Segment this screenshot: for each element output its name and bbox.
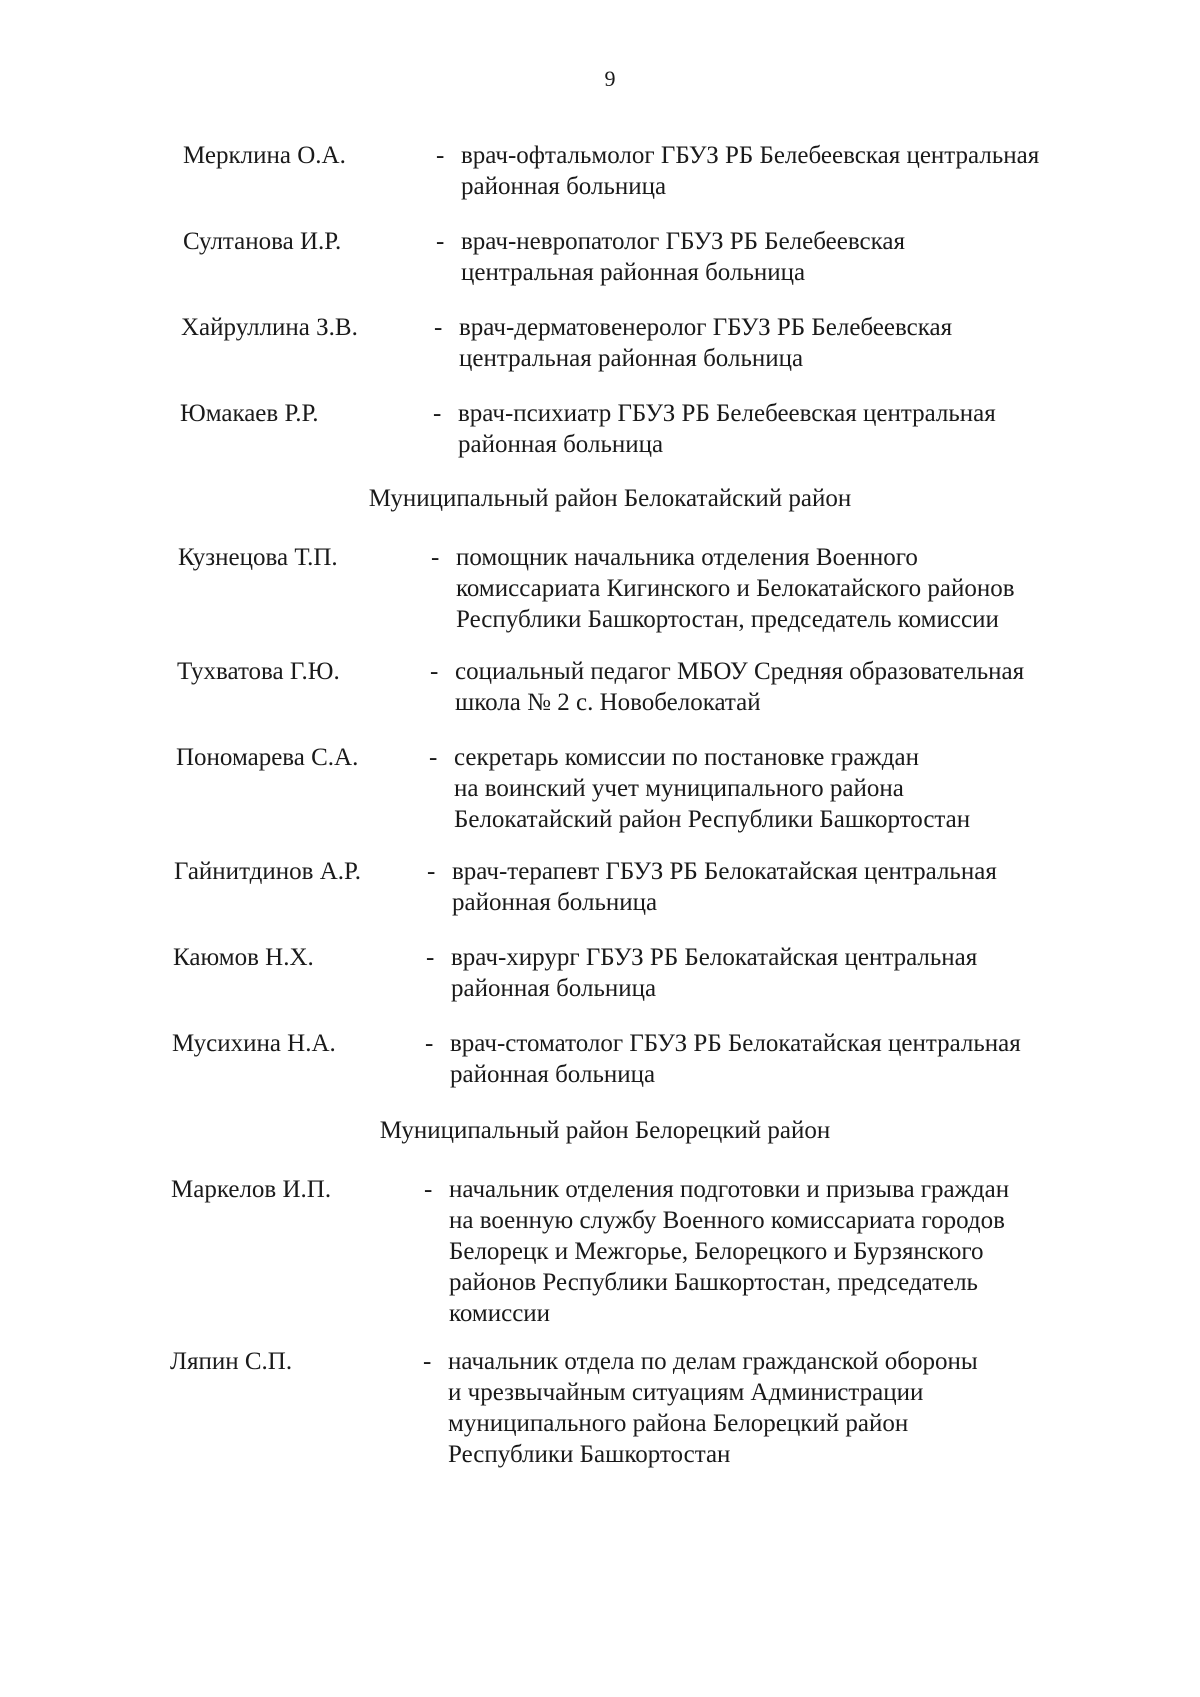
member-name: Тухватова Г.Ю. bbox=[177, 658, 340, 685]
member-name: Мусихина Н.А. bbox=[172, 1030, 336, 1057]
member-entry bbox=[181, 312, 1061, 374]
member-entry bbox=[174, 856, 1064, 918]
entry-dash: - bbox=[433, 400, 442, 427]
member-position: врач-терапевт ГБУЗ РБ Белокатайская центральная районная больница bbox=[452, 858, 997, 916]
member-name: Пономарева С.А. bbox=[176, 744, 359, 771]
member-entry bbox=[177, 656, 1067, 718]
entry-dash: - bbox=[431, 544, 440, 571]
member-entry bbox=[172, 1028, 1062, 1090]
member-position: начальник отдела по делам гражданской обороны и чрезвычайным ситуациям Администрации муниципального района Белорецкий район Республики Башкортостан bbox=[448, 1348, 978, 1468]
member-position: помощник начальника отделения Военного комиссариата Кигинского и Белокатайского районов Республики Башкортостан, председатель комиссии bbox=[456, 544, 1015, 633]
member-position: начальник отделения подготовки и призыва граждан на военную службу Военного комиссариата городов Белорецк и Межгорье, Белорецкого и Бурзянского районов Республики Башкортостан, председатель комиссии bbox=[449, 1176, 1010, 1327]
member-name: Ляпин С.П. bbox=[170, 1348, 293, 1375]
member-entry bbox=[183, 140, 1063, 202]
page-number: 9 bbox=[604, 66, 616, 91]
entry-dash: - bbox=[424, 1176, 433, 1203]
member-position: врач-дерматовенеролог ГБУЗ РБ Белебеевская центральная районная больница bbox=[459, 314, 953, 372]
entry-dash: - bbox=[426, 944, 435, 971]
section-heading: Муниципальный район Белорецкий район bbox=[379, 1117, 831, 1144]
member-position: врач-хирург ГБУЗ РБ Белокатайская центральная районная больница bbox=[451, 944, 978, 1002]
member-entry bbox=[180, 398, 1060, 460]
member-position: врач-офтальмолог ГБУЗ РБ Белебеевская центральная районная больница bbox=[461, 142, 1040, 200]
member-name: Каюмов Н.Х. bbox=[173, 944, 314, 971]
entry-dash: - bbox=[436, 142, 445, 169]
member-position: врач-психиатр ГБУЗ РБ Белебеевская центральная районная больница bbox=[458, 400, 996, 458]
entry-dash: - bbox=[423, 1348, 432, 1375]
member-entry bbox=[178, 542, 1068, 635]
entry-dash: - bbox=[429, 744, 438, 771]
member-name: Султанова И.Р. bbox=[183, 228, 342, 255]
member-position: врач-стоматолог ГБУЗ РБ Белокатайская центральная районная больница bbox=[450, 1030, 1021, 1088]
section-heading: Муниципальный район Белокатайский район bbox=[368, 485, 852, 512]
member-position: секретарь комиссии по постановке граждан на воинский учет муниципального района Белокатайский район Республики Башкортостан bbox=[454, 744, 971, 833]
entry-dash: - bbox=[434, 314, 443, 341]
member-name: Гайнитдинов А.Р. bbox=[174, 858, 362, 885]
member-name: Мерклина О.А. bbox=[183, 142, 346, 169]
member-position: социальный педагог МБОУ Средняя образовательная школа № 2 с. Новобелокатай bbox=[455, 658, 1025, 716]
member-entry bbox=[176, 742, 1066, 835]
member-name: Юмакаев Р.Р. bbox=[180, 400, 319, 427]
member-position: врач-невропатолог ГБУЗ РБ Белебеевская центральная районная больница bbox=[461, 228, 905, 286]
member-name: Кузнецова Т.П. bbox=[178, 544, 338, 571]
member-name: Маркелов И.П. bbox=[171, 1176, 332, 1203]
entry-dash: - bbox=[430, 658, 439, 685]
entry-dash: - bbox=[427, 858, 436, 885]
member-entry bbox=[173, 942, 1063, 1004]
entry-dash: - bbox=[425, 1030, 434, 1057]
entry-dash: - bbox=[436, 228, 445, 255]
member-name: Хайруллина З.В. bbox=[181, 314, 358, 341]
member-entry bbox=[170, 1346, 1060, 1470]
member-entry bbox=[171, 1174, 1061, 1329]
member-entry bbox=[183, 226, 1063, 288]
